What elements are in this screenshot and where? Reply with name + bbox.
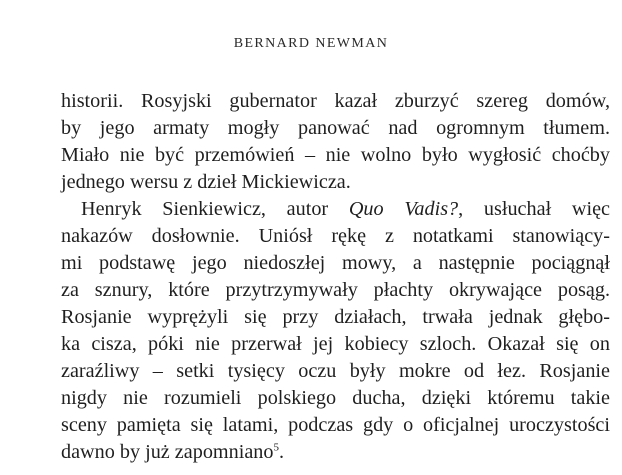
text-line: sceny pamięta się latami, podczas gdy o oficjalnej uroczystości [61, 414, 610, 436]
text-after-title: , usłuchał więc [458, 198, 610, 220]
text-line: ka cisza, póki nie przerwał jej kobiecy szloch. Okazał się on [61, 333, 610, 355]
body-text [61, 88, 610, 466]
text-line: nakazów dosłownie. Uniósł rękę z notatkami stanowiący- [61, 225, 610, 247]
paragraph-last-line [61, 439, 610, 466]
text-line: jednego wersu z dzieł Mickiewicza. [61, 171, 351, 193]
text-line: Miało nie być przemówień – nie wolno było wygłosić choćby [61, 144, 610, 166]
footnote-marker[interactable]: 5 [273, 441, 279, 454]
book-title-italic: Quo Vadis? [348, 198, 459, 220]
text-line: by jego armaty mogły panować nad ogromnym tłumem. [61, 117, 610, 139]
paragraph-first-line [61, 196, 610, 223]
text-line: nigdy nie rozumieli polskiego ducha, dzięki któremu takie [61, 387, 610, 409]
text-line: mi podstawę jego niedoszłej mowy, a następnie pociągnął [61, 252, 610, 274]
text-line: zaraźliwy – setki tysięcy oczu były mokre od łez. Rosjanie [61, 360, 610, 382]
text-line-end: dawno by już zapomniano [61, 441, 274, 463]
closing-period: . [278, 441, 285, 463]
text-line: za sznury, które przytrzymywały płachty okrywające posąg. [61, 279, 610, 301]
running-head: BERNARD NEWMAN [233, 36, 389, 51]
text-line: historii. Rosyjski gubernator kazał zburzyć szereg domów, [61, 90, 610, 112]
text-before-title: Henryk Sienkiewicz, autor [81, 198, 349, 220]
text-line: Rosjanie wyprężyli się przy działach, trwała jednak głębo- [61, 306, 610, 328]
